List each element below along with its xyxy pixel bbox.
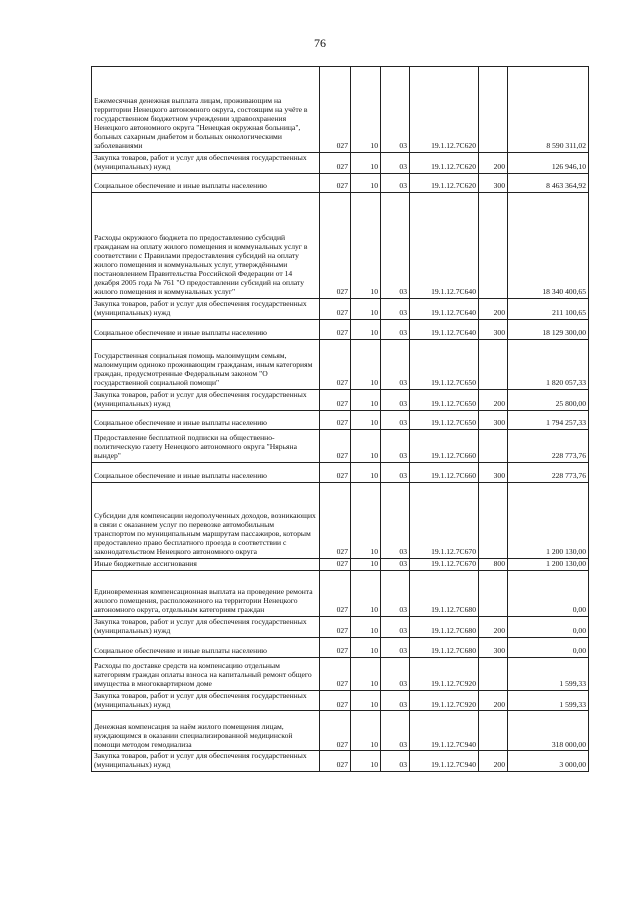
- ved-code-cell: 027: [320, 298, 351, 319]
- row-name-cell: Социальное обеспечение и иные выплаты населению: [92, 462, 320, 482]
- amount-cell: 1 599,33: [508, 657, 589, 690]
- target-article-cell: 19.1.12.7С650: [410, 389, 479, 410]
- expense-type-cell: [479, 711, 508, 751]
- expense-type-cell: [479, 192, 508, 298]
- ved-code-cell: 027: [320, 173, 351, 192]
- ved-code-cell: 027: [320, 637, 351, 657]
- subsection-code-cell: 03: [381, 339, 410, 389]
- row-name-cell: Закупка товаров, работ и услуг для обеспечения государственных (муниципальных) нужд: [92, 751, 320, 772]
- target-article-cell: 19.1.12.7С650: [410, 410, 479, 429]
- section-code-cell: 10: [351, 410, 381, 429]
- target-article-cell: 19.1.12.7С920: [410, 690, 479, 711]
- target-article-cell: 19.1.12.7С680: [410, 616, 479, 637]
- subsection-code-cell: 03: [381, 637, 410, 657]
- row-name-cell: Единовременная компенсационная выплата на проведение ремонта жилого помещения, расположенного на территории Ненецкого автономного округа, отдельным категориям граждан: [92, 570, 320, 616]
- expense-type-cell: 200: [479, 690, 508, 711]
- section-code-cell: 10: [351, 173, 381, 192]
- expense-type-cell: [479, 429, 508, 462]
- expense-type-cell: 300: [479, 319, 508, 339]
- subsection-code-cell: 03: [381, 558, 410, 570]
- table-row: [92, 298, 589, 319]
- table-row: [92, 67, 589, 153]
- row-name-cell: Социальное обеспечение и иные выплаты населению: [92, 410, 320, 429]
- table-row: [92, 616, 589, 637]
- section-code-cell: 10: [351, 637, 381, 657]
- table-row: [92, 339, 589, 389]
- expense-type-cell: 300: [479, 173, 508, 192]
- row-name-cell: Государственная социальная помощь малоимущим семьям, малоимущим одиноко проживающим гражданам, иным категориям граждан, предусмотренные Федеральным законом "О государственной социальной помощи": [92, 339, 320, 389]
- section-code-cell: 10: [351, 298, 381, 319]
- table-row: [92, 153, 589, 174]
- row-name-cell: Расходы по доставке средств на компенсацию отдельным категориям граждан оплаты взноса на капитальный ремонт общего имущества в многоквартирном доме: [92, 657, 320, 690]
- table-row: [92, 410, 589, 429]
- ved-code-cell: 027: [320, 711, 351, 751]
- subsection-code-cell: 03: [381, 410, 410, 429]
- ved-code-cell: 027: [320, 616, 351, 637]
- row-name-cell: Закупка товаров, работ и услуг для обеспечения государственных (муниципальных) нужд: [92, 690, 320, 711]
- row-name-cell: Иные бюджетные ассигнования: [92, 558, 320, 570]
- amount-cell: 318 000,00: [508, 711, 589, 751]
- expense-type-cell: 200: [479, 153, 508, 174]
- ved-code-cell: 027: [320, 319, 351, 339]
- ved-code-cell: 027: [320, 153, 351, 174]
- amount-cell: 8 463 364,92: [508, 173, 589, 192]
- subsection-code-cell: 03: [381, 298, 410, 319]
- target-article-cell: 19.1.12.7С640: [410, 298, 479, 319]
- subsection-code-cell: 03: [381, 429, 410, 462]
- subsection-code-cell: 03: [381, 462, 410, 482]
- subsection-code-cell: 03: [381, 173, 410, 192]
- ved-code-cell: 027: [320, 339, 351, 389]
- section-code-cell: 10: [351, 482, 381, 558]
- table-row: [92, 711, 589, 751]
- amount-cell: 0,00: [508, 616, 589, 637]
- table-row: [92, 462, 589, 482]
- expense-type-cell: 300: [479, 410, 508, 429]
- subsection-code-cell: 03: [381, 153, 410, 174]
- ved-code-cell: 027: [320, 558, 351, 570]
- subsection-code-cell: 03: [381, 751, 410, 772]
- row-name-cell: Ежемесячная денежная выплата лицам, проживающим на территории Ненецкого автономного округа, состоящим на учёте в государственном бюджетном учреждении здравоохранения Ненецкого автономного округа "Ненецкая окружная больница", больных сахарным диабетом и больных онкологическими заболеваниями: [92, 67, 320, 153]
- target-article-cell: 19.1.12.7С650: [410, 339, 479, 389]
- section-code-cell: 10: [351, 616, 381, 637]
- ved-code-cell: 027: [320, 690, 351, 711]
- row-name-cell: Денежная компенсация за наём жилого помещения лицам, нуждающимся в оказании специализированной медицинской помощи методом гемодиализа: [92, 711, 320, 751]
- target-article-cell: 19.1.12.7С640: [410, 319, 479, 339]
- target-article-cell: 19.1.12.7С660: [410, 462, 479, 482]
- amount-cell: 0,00: [508, 570, 589, 616]
- ved-code-cell: 027: [320, 482, 351, 558]
- subsection-code-cell: 03: [381, 389, 410, 410]
- subsection-code-cell: 03: [381, 711, 410, 751]
- target-article-cell: 19.1.12.7С640: [410, 192, 479, 298]
- subsection-code-cell: 03: [381, 616, 410, 637]
- section-code-cell: 10: [351, 558, 381, 570]
- subsection-code-cell: 03: [381, 690, 410, 711]
- row-name-cell: Предоставление бесплатной подписки на общественно-политическую газету Ненецкого автономного округа "Нярьяна вындер": [92, 429, 320, 462]
- amount-cell: 211 100,65: [508, 298, 589, 319]
- table-row: [92, 319, 589, 339]
- amount-cell: 25 800,00: [508, 389, 589, 410]
- expense-type-cell: [479, 570, 508, 616]
- table-row: [92, 173, 589, 192]
- amount-cell: 1 794 257,33: [508, 410, 589, 429]
- section-code-cell: 10: [351, 751, 381, 772]
- expense-type-cell: [479, 339, 508, 389]
- amount-cell: 18 340 400,65: [508, 192, 589, 298]
- target-article-cell: 19.1.12.7С620: [410, 67, 479, 153]
- target-article-cell: 19.1.12.7С670: [410, 558, 479, 570]
- amount-cell: 0,00: [508, 637, 589, 657]
- expense-type-cell: 200: [479, 751, 508, 772]
- table-row: [92, 751, 589, 772]
- ved-code-cell: 027: [320, 192, 351, 298]
- amount-cell: 18 129 300,00: [508, 319, 589, 339]
- target-article-cell: 19.1.12.7С940: [410, 751, 479, 772]
- amount-cell: 3 000,00: [508, 751, 589, 772]
- amount-cell: 8 590 311,02: [508, 67, 589, 153]
- expense-type-cell: 200: [479, 298, 508, 319]
- ved-code-cell: 027: [320, 389, 351, 410]
- table-row: [92, 570, 589, 616]
- expense-type-cell: 200: [479, 616, 508, 637]
- expense-type-cell: [479, 67, 508, 153]
- budget-table: [91, 66, 589, 772]
- target-article-cell: 19.1.12.7С620: [410, 153, 479, 174]
- row-name-cell: Субсидии для компенсации недополученных доходов, возникающих в связи с оказанием услуг по перевозке автомобильным транспортом по муниципальным маршрутам пассажиров, которым предоставлено право бесплатного проезда в соответствии с законодательством Ненецкого автономного округа: [92, 482, 320, 558]
- ved-code-cell: 027: [320, 751, 351, 772]
- target-article-cell: 19.1.12.7С670: [410, 482, 479, 558]
- target-article-cell: 19.1.12.7С620: [410, 173, 479, 192]
- row-name-cell: Социальное обеспечение и иные выплаты населению: [92, 319, 320, 339]
- expense-type-cell: 800: [479, 558, 508, 570]
- target-article-cell: 19.1.12.7С680: [410, 570, 479, 616]
- subsection-code-cell: 03: [381, 192, 410, 298]
- table-row: [92, 637, 589, 657]
- section-code-cell: 10: [351, 462, 381, 482]
- amount-cell: 1 200 130,00: [508, 482, 589, 558]
- subsection-code-cell: 03: [381, 319, 410, 339]
- amount-cell: 228 773,76: [508, 462, 589, 482]
- amount-cell: 1 820 057,33: [508, 339, 589, 389]
- section-code-cell: 10: [351, 339, 381, 389]
- subsection-code-cell: 03: [381, 657, 410, 690]
- table-row: [92, 192, 589, 298]
- table-row: [92, 482, 589, 558]
- ved-code-cell: 027: [320, 657, 351, 690]
- table-row: [92, 657, 589, 690]
- section-code-cell: 10: [351, 153, 381, 174]
- ved-code-cell: 027: [320, 67, 351, 153]
- target-article-cell: 19.1.12.7С940: [410, 711, 479, 751]
- table-body: [92, 67, 589, 772]
- expense-type-cell: [479, 657, 508, 690]
- table-row: [92, 389, 589, 410]
- table-row: [92, 429, 589, 462]
- row-name-cell: Социальное обеспечение и иные выплаты населению: [92, 173, 320, 192]
- expense-type-cell: [479, 482, 508, 558]
- row-name-cell: Закупка товаров, работ и услуг для обеспечения государственных (муниципальных) нужд: [92, 153, 320, 174]
- row-name-cell: Закупка товаров, работ и услуг для обеспечения государственных (муниципальных) нужд: [92, 298, 320, 319]
- page-number: 76: [314, 36, 326, 50]
- section-code-cell: 10: [351, 192, 381, 298]
- expense-type-cell: 300: [479, 637, 508, 657]
- target-article-cell: 19.1.12.7С920: [410, 657, 479, 690]
- section-code-cell: 10: [351, 711, 381, 751]
- ved-code-cell: 027: [320, 410, 351, 429]
- amount-cell: 1 599,33: [508, 690, 589, 711]
- section-code-cell: 10: [351, 389, 381, 410]
- row-name-cell: Закупка товаров, работ и услуг для обеспечения государственных (муниципальных) нужд: [92, 389, 320, 410]
- amount-cell: 1 200 130,00: [508, 558, 589, 570]
- section-code-cell: 10: [351, 429, 381, 462]
- ved-code-cell: 027: [320, 570, 351, 616]
- subsection-code-cell: 03: [381, 482, 410, 558]
- section-code-cell: 10: [351, 657, 381, 690]
- target-article-cell: 19.1.12.7С660: [410, 429, 479, 462]
- section-code-cell: 10: [351, 570, 381, 616]
- section-code-cell: 10: [351, 319, 381, 339]
- amount-cell: 126 946,10: [508, 153, 589, 174]
- section-code-cell: 10: [351, 67, 381, 153]
- expense-type-cell: 300: [479, 462, 508, 482]
- section-code-cell: 10: [351, 690, 381, 711]
- row-name-cell: Расходы окружного бюджета по предоставлению субсидий гражданам на оплату жилого помещения и коммунальных услуг в соответствии с Правилами предоставления субсидий на оплату жилого помещения и коммунальных услуг, утверждёнными постановлением Правительства Российской Федерации от 14 декабря 2005 года № 761 "О предоставлении субсидий на оплату жилого помещения и коммунальных услуг": [92, 192, 320, 298]
- ved-code-cell: 027: [320, 462, 351, 482]
- table-row: [92, 690, 589, 711]
- subsection-code-cell: 03: [381, 67, 410, 153]
- expense-type-cell: 200: [479, 389, 508, 410]
- row-name-cell: Социальное обеспечение и иные выплаты населению: [92, 637, 320, 657]
- amount-cell: 228 773,76: [508, 429, 589, 462]
- ved-code-cell: 027: [320, 429, 351, 462]
- row-name-cell: Закупка товаров, работ и услуг для обеспечения государственных (муниципальных) нужд: [92, 616, 320, 637]
- table-row: [92, 558, 589, 570]
- subsection-code-cell: 03: [381, 570, 410, 616]
- target-article-cell: 19.1.12.7С680: [410, 637, 479, 657]
